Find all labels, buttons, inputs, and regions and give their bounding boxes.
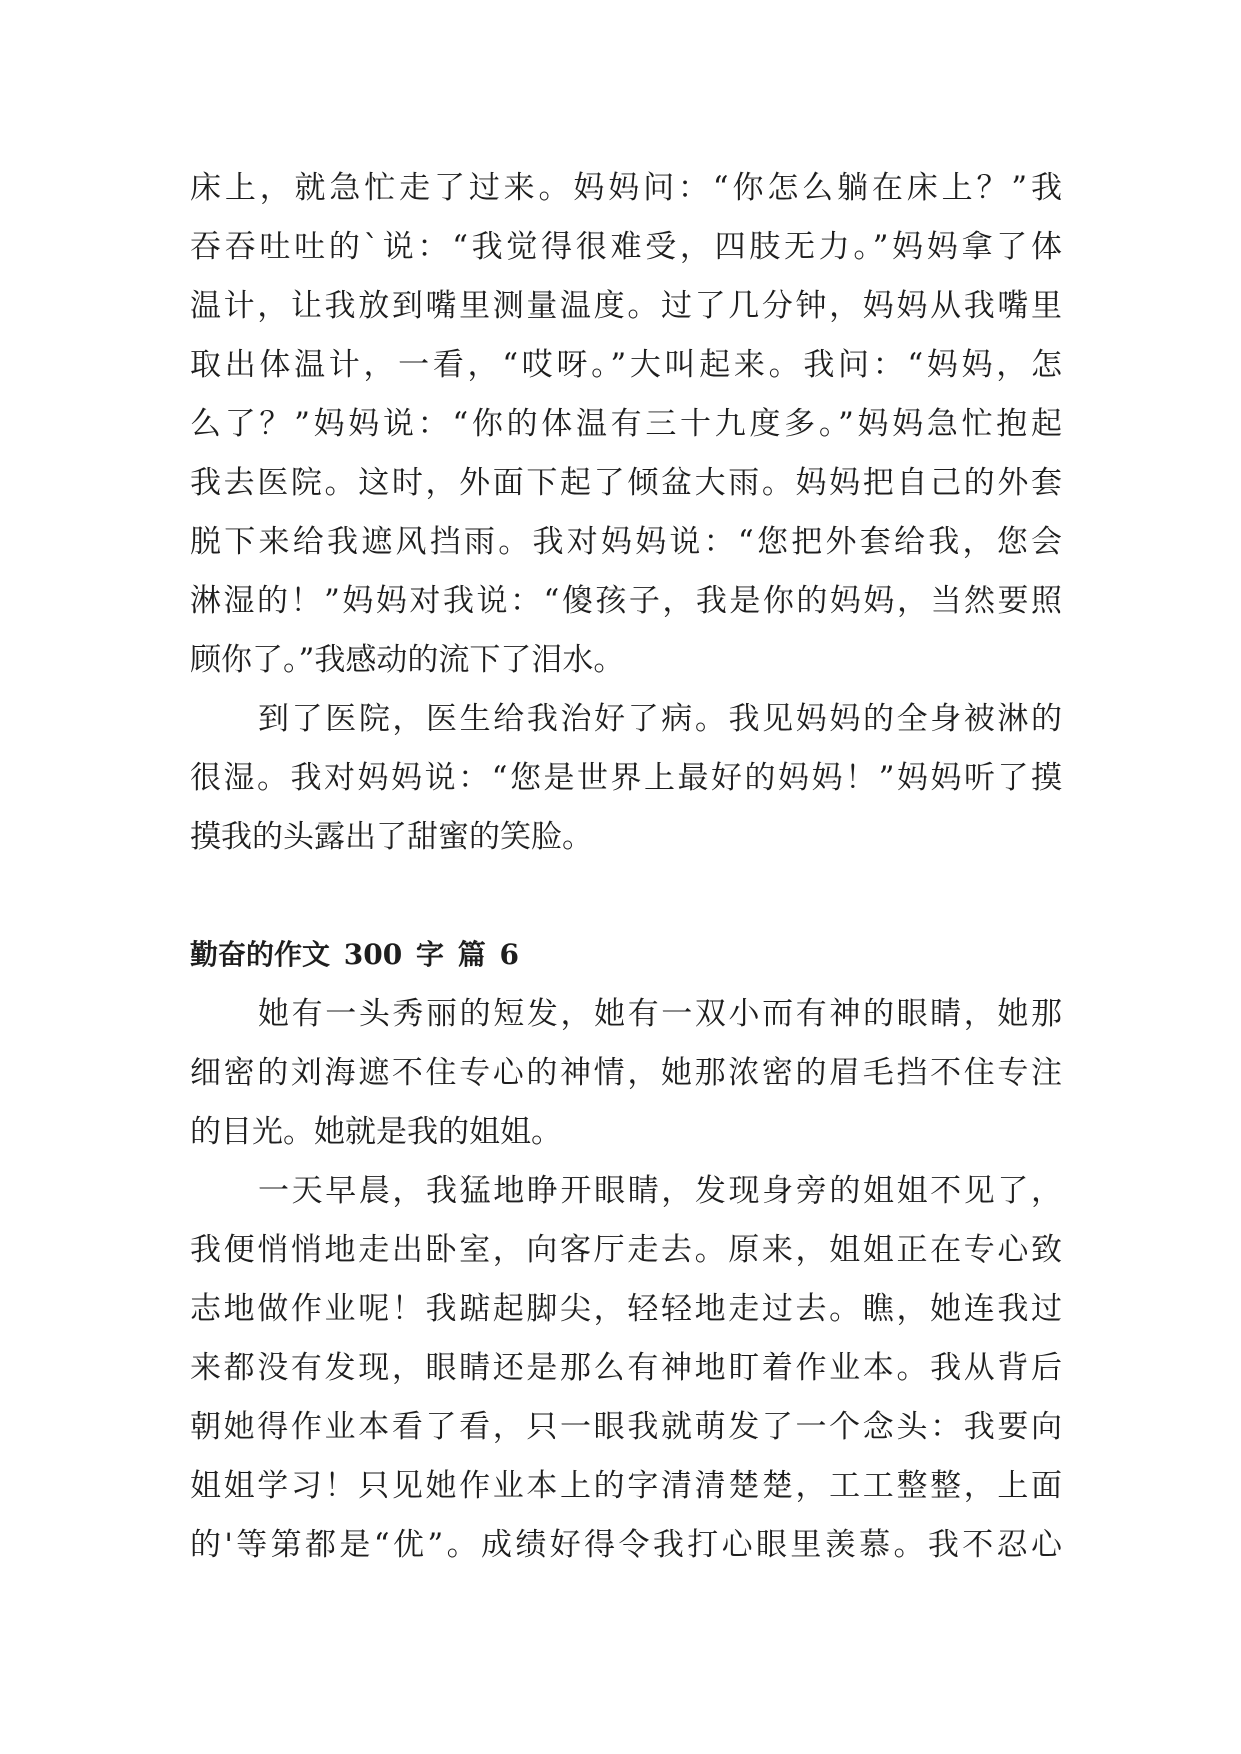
paragraph-line: 姐姐学习！只见她作业本上的字清清楚楚，工工整整，上面 [190,1468,1062,1504]
paragraph-line: 的'等第都是“优”。成绩好得令我打心眼里羡慕。我不忍心 [190,1527,1062,1563]
paragraph-line: 温计，让我放到嘴里测量温度。过了几分钟，妈妈从我嘴里 [190,288,1062,324]
paragraph-line: 脱下来给我遮风挡雨。我对妈妈说：“您把外套给我，您会 [190,524,1062,560]
paragraph-line: 朝她得作业本看了看，只一眼我就萌发了一个念头：我要向 [190,1409,1062,1445]
paragraph-line: 么了？”妈妈说：“你的体温有三十九度多。”妈妈急忙抱起 [190,406,1062,442]
paragraph-line: 摸我的头露出了甜蜜的笑脸。 [190,819,593,855]
paragraph-line: 一天早晨，我猛地睁开眼睛，发现身旁的姐姐不见了， [258,1173,1062,1209]
paragraph-line: 床上，就急忙走了过来。妈妈问：“你怎么躺在床上？”我 [190,170,1062,206]
paragraph-line: 很湿。我对妈妈说：“您是世界上最好的妈妈！”妈妈听了摸 [190,760,1062,796]
paragraph-line: 到了医院，医生给我治好了病。我见妈妈的全身被淋的 [258,701,1062,737]
paragraph-line: 吞吞吐吐的`说：“我觉得很难受，四肢无力。”妈妈拿了体 [190,229,1062,265]
paragraph-line: 我去医院。这时，外面下起了倾盆大雨。妈妈把自己的外套 [190,465,1062,501]
paragraph-line: 淋湿的！”妈妈对我说：“傻孩子，我是你的妈妈，当然要照 [190,583,1062,619]
paragraph-line: 顾你了。”我感动的流下了泪水。 [190,642,625,678]
paragraph-line: 来都没有发现，眼睛还是那么有神地盯着作业本。我从背后 [190,1350,1062,1386]
paragraph-line: 她有一头秀丽的短发，她有一双小而有神的眼睛，她那 [258,996,1062,1032]
paragraph-line: 我便悄悄地走出卧室，向客厅走去。原来，姐姐正在专心致 [190,1232,1062,1268]
paragraph-line: 细密的刘海遮不住专心的神情，她那浓密的眉毛挡不住专注 [190,1055,1062,1091]
paragraph-line: 取出体温计，一看，“哎呀。”大叫起来。我问：“妈妈，怎 [190,347,1062,383]
paragraph-line: 的目光。她就是我的姐姐。 [190,1114,562,1150]
paragraph-line: 志地做作业呢！我踮起脚尖，轻轻地走过去。瞧，她连我过 [190,1291,1062,1327]
section-heading: 勤奋的作文 300 字 篇 6 [190,938,519,971]
